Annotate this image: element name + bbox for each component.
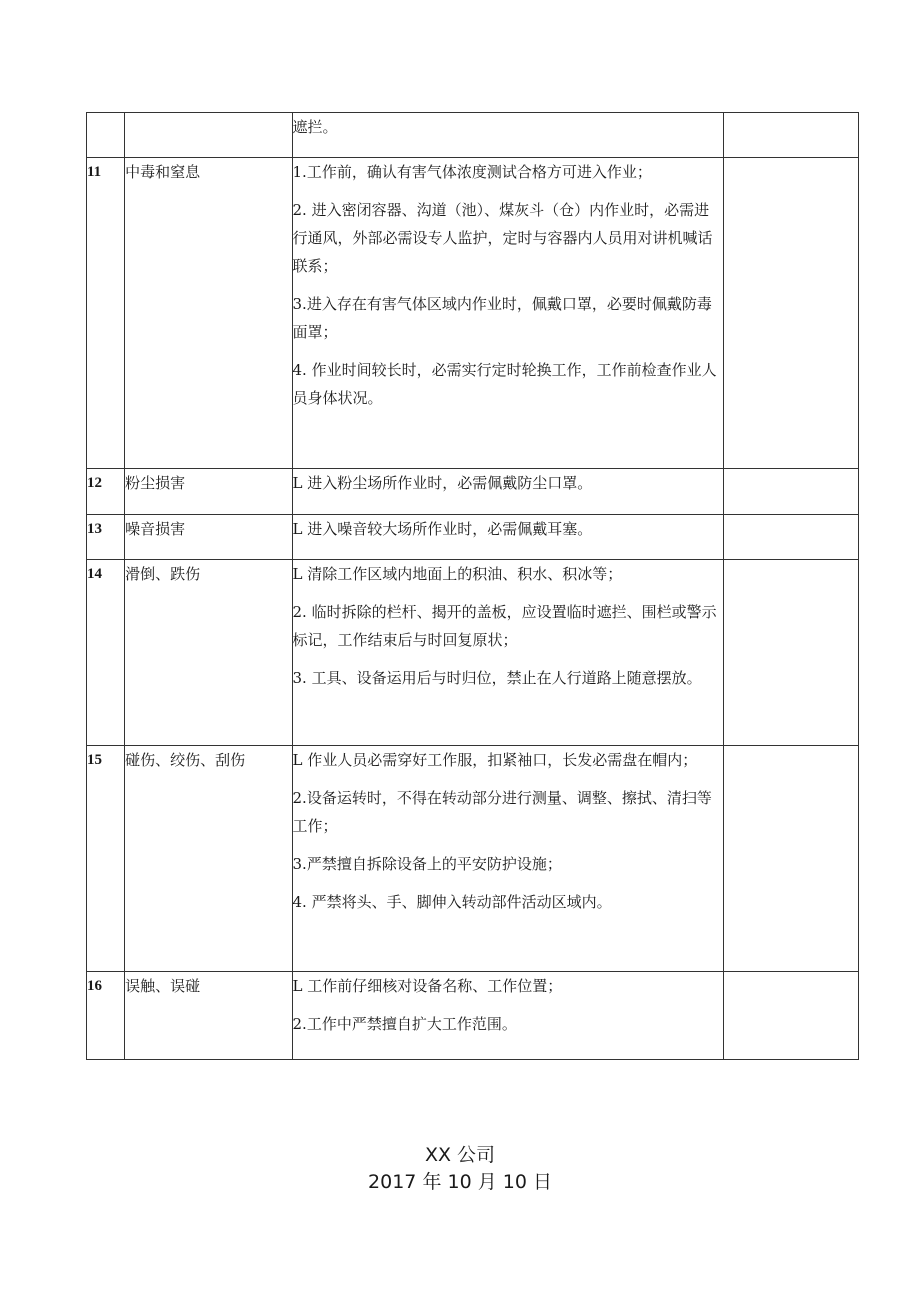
table-row [87, 113, 859, 158]
note-cell [723, 158, 858, 469]
measures-cell [292, 469, 723, 515]
measures-cell [292, 158, 723, 469]
note-cell [723, 113, 858, 158]
note-cell [723, 560, 858, 746]
table-row [87, 515, 859, 560]
row-number: 16 [87, 972, 125, 1060]
hazard-measures-table [86, 112, 859, 1060]
note-cell [723, 469, 858, 515]
measure-item: L 进入噪音较大场所作业时，必需佩戴耳塞。 [292, 520, 593, 538]
measures-cell [292, 746, 723, 972]
measure-item: 2. 临时拆除的栏杆、揭开的盖板，应设置临时遮拦、围栏或警示标记，工作结束后与时回复原状； [292, 603, 717, 649]
measure-item: L 工作前仔细核对设备名称、工作位置； [292, 977, 563, 995]
table-row [87, 972, 859, 1060]
hazard-name: 滑倒、跌伤 [125, 560, 292, 746]
table-row [87, 469, 859, 515]
hazard-name: 误触、误碰 [125, 972, 292, 1060]
measure-item: 1.工作前，确认有害气体浓度测试合格方可进入作业； [292, 163, 652, 181]
measure-item: 4. 严禁将头、手、脚伸入转动部件活动区域内。 [292, 893, 612, 911]
row-number: 13 [87, 515, 125, 560]
measure-item: 3.进入存在有害气体区域内作业时，佩戴口罩，必要时佩戴防毒面罩； [292, 295, 712, 341]
measures-cell [292, 113, 723, 158]
document-date: 2017 年 10 月 10 日 [368, 1171, 552, 1193]
note-cell [723, 972, 858, 1060]
company-name: XX 公司 [424, 1144, 496, 1166]
row-number [87, 113, 125, 158]
measure-item: 3. 工具、设备运用后与时归位，禁止在人行道路上随意摆放。 [292, 669, 702, 687]
row-number: 12 [87, 469, 125, 515]
measure-item: 4. 作业时间较长时，必需实行定时轮换工作，工作前检查作业人员身体状况。 [292, 361, 717, 407]
measures-cell [292, 972, 723, 1060]
measure-item: L 清除工作区域内地面上的积油、积水、积冰等； [292, 565, 623, 583]
hazard-name: 粉尘损害 [125, 469, 292, 515]
row-number: 11 [87, 158, 125, 469]
hazard-name: 噪音损害 [125, 515, 292, 560]
row-number: 15 [87, 746, 125, 972]
hazard-name: 碰伤、绞伤、刮伤 [125, 746, 292, 972]
measures-cell [292, 560, 723, 746]
measure-item: 3.严禁擅自拆除设备上的平安防护设施； [292, 855, 562, 873]
measure-item: 2.工作中严禁擅自扩大工作范围。 [292, 1015, 517, 1033]
measures-cell [292, 515, 723, 560]
hazard-name: 中毒和窒息 [125, 158, 292, 469]
table-row [87, 158, 859, 469]
table-row [87, 746, 859, 972]
measure-item: 2. 进入密闭容器、沟道（池）、煤灰斗（仓）内作业时，必需进行通风，外部必需设专人监护，定时与容器内人员用对讲机喊话联系； [292, 201, 713, 275]
measure-item: 遮拦。 [292, 118, 338, 136]
note-cell [723, 515, 858, 560]
hazard-name [125, 113, 292, 158]
row-number: 14 [87, 560, 125, 746]
measure-item: 2.设备运转时，不得在转动部分进行测量、调整、擦拭、清扫等工作； [292, 789, 712, 835]
table-row [87, 560, 859, 746]
note-cell [723, 746, 858, 972]
measure-item: L 进入粉尘场所作业时，必需佩戴防尘口罩。 [292, 474, 593, 492]
measure-item: L 作业人员必需穿好工作服，扣紧袖口，长发必需盘在帽内； [292, 751, 698, 769]
